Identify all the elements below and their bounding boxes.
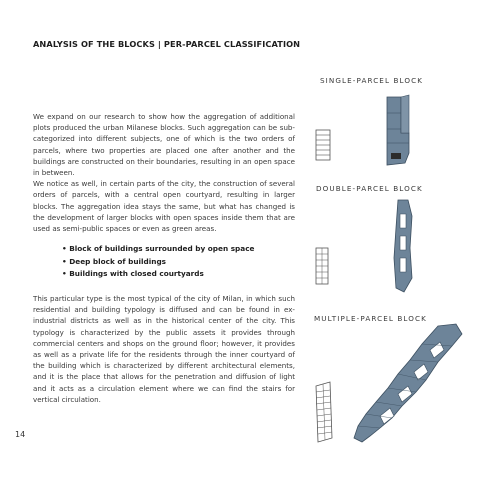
multiple-parcel-plan-drawing <box>340 322 470 446</box>
double-parcel-section-drawing <box>313 246 333 286</box>
bullet-item: • Buildings with closed courtyards <box>62 268 254 281</box>
single-parcel-plan-drawing <box>379 93 415 171</box>
typology-text <box>33 293 295 405</box>
multiple-parcel-section-drawing <box>312 380 336 444</box>
page-title: ANALYSIS OF THE BLOCKS | PER-PARCEL CLASSIFICATION <box>33 39 301 49</box>
page-number: 14 <box>15 430 26 439</box>
intro-text <box>33 111 295 234</box>
double-parcel-plan-drawing <box>388 198 418 294</box>
bullet-item: • Block of buildings surrounded by open space <box>62 243 254 256</box>
paragraph-1: We expand on our research to show how the aggregation of additional plots produced the urban Milanese blocks. Such aggregation can be sub-categorized into different subjects, one of which is the two orders of parcels, where two properties are placed one after another and the buildings are constructed on their boundaries, resulting in an open space in between. <box>33 112 295 178</box>
paragraph-3: This particular type is the most typical of the city of Milan, in which such residential and building typology is diffused and can be found in ex-industrial districts as well as in the historical center of the city. This typology is characterized by the public assets it provides through commercial centers and shops on the ground floor; however, it provides as well as a private life for the residents through the inner courtyard of the building which is characterized by different architectural elements, and it is the place that allows for the penetration and diffusion of light and it acts as a circulation element where we can find the stairs for vertical circulation. <box>33 294 295 404</box>
bullet-item: • Deep block of buildings <box>62 256 254 269</box>
double-parcel-label: DOUBLE-PARCEL BLOCK <box>316 184 423 193</box>
single-parcel-label: SINGLE-PARCEL BLOCK <box>320 76 424 85</box>
single-parcel-section-drawing <box>313 128 333 162</box>
paragraph-2: We notice as well, in certain parts of the city, the construction of several orders of parcels, with a central open courtyard, resulting in larger blocks. The aggregation idea stays the same, but what has changed is the development of larger blocks with open spaces inside them that are used as semi-public spaces or even as green areas. <box>33 179 295 234</box>
block-type-list <box>62 243 254 281</box>
multiple-parcel-label: MULTIPLE-PARCEL BLOCK <box>314 314 427 323</box>
